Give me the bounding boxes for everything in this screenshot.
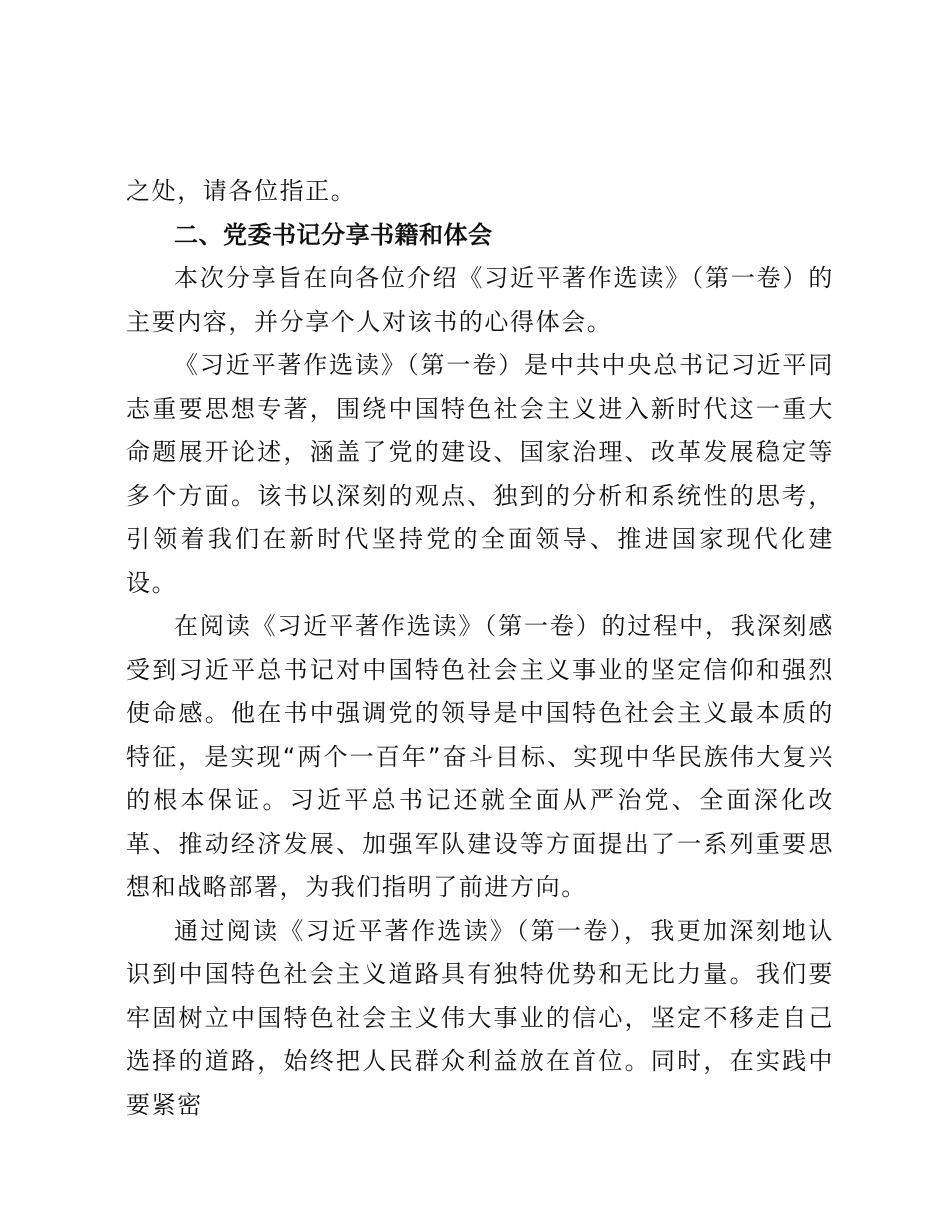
paragraph-continuation: 之处，请各位指正。 xyxy=(126,177,357,205)
section-heading: 二、党委书记分享书籍和体会 xyxy=(174,220,493,249)
paragraph-intro: 本次分享旨在向各位介绍《习近平著作选读》（第一卷）的主要内容，并分享个人对该书的心得体会。 xyxy=(126,264,834,336)
paragraph-book-summary: 《习近平著作选读》（第一卷）是中共中央总书记习近平同志重要思想专著，围绕中国特色社会主义进入新时代这一重大命题展开论述，涵盖了党的建设、国家治理、改革发展稳定等多个方面。该书以深刻的观点、独到的分析和系统性的思考，引领着我们在新时代坚持党的全面领导、推进国家现代化建设。 xyxy=(126,351,834,597)
paragraph-conclusion: 通过阅读《习近平著作选读》（第一卷），我更加深刻地认识到中国特色社会主义道路具有独特优势和无比力量。我们要牢固树立中国特色社会主义伟大事业的信心，坚定不移走自己选择的道路，始终把人民群众利益放在首位。同时，在实践中要紧密 xyxy=(126,916,834,1119)
document-body xyxy=(126,170,834,1127)
paragraph-reading-reflection: 在阅读《习近平著作选读》（第一卷）的过程中，我深刻感受到习近平总书记对中国特色社会主义事业的坚定信仰和强烈使命感。他在书中强调党的领导是中国特色社会主义最本质的特征，是实现“两个一百年”奋斗目标、实现中华民族伟大复兴的根本保证。习近平总书记还就全面从严治党、全面深化改革、推动经济发展、加强军队建设等方面提出了一系列重要思想和战略部署，为我们指明了前进方向。 xyxy=(126,612,834,901)
